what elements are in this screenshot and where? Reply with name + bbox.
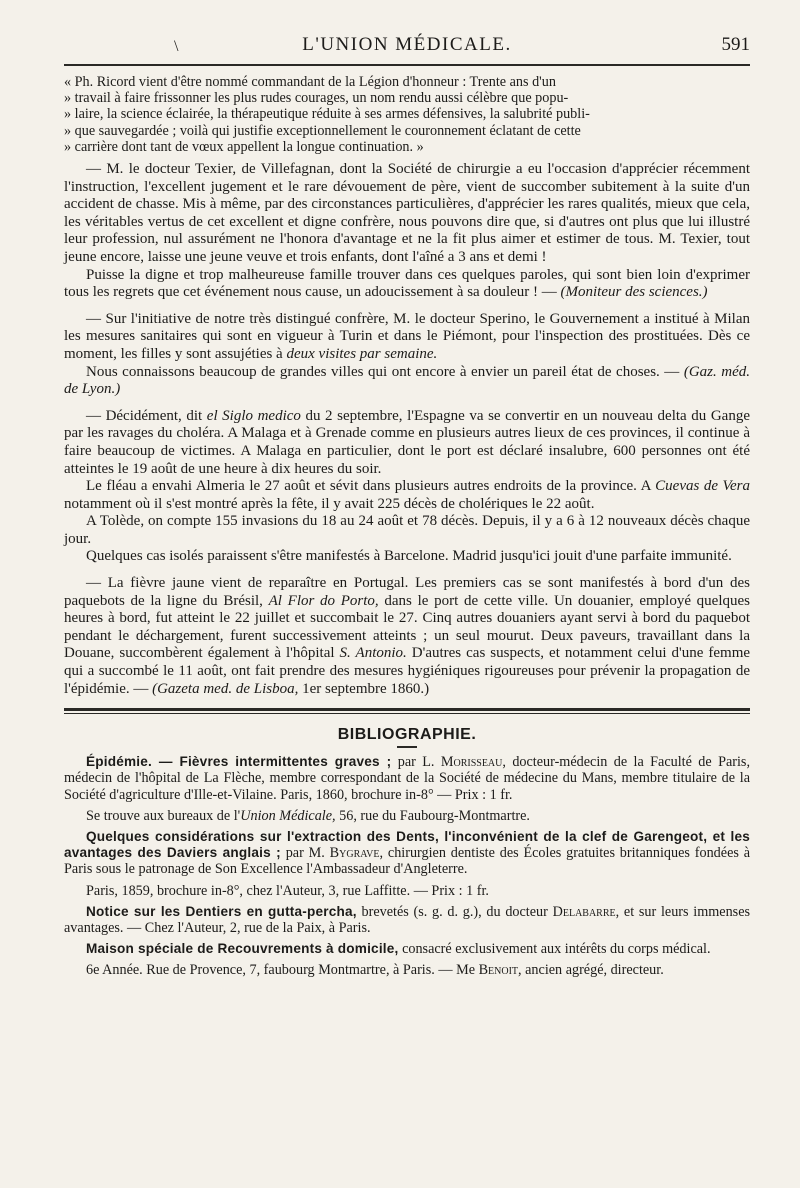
quote-line: « Ph. Ricord vient d'être nommé commandant de la Légion d'honneur : Trente ans d'un: [64, 74, 556, 90]
page-number: 591: [721, 34, 750, 55]
source-citation: (Gazeta med. de Lisboa,: [152, 680, 299, 697]
italic-run: el Siglo medico: [206, 407, 301, 424]
bibliography-entry-note: [64, 808, 750, 824]
bibliography-entry: [64, 829, 750, 878]
text-run: du 2 septembre, l'Espagne va se convertir en un nouveau delta du Gange par les ravages du choléra. A Malaga et à Grenade comme en plusieurs autres lieux de ces provinces, il continue à faire beaucoup de victimes. A Malaga en particulier, dont le port est déclaré insalubre, 600 personnes ont été atteintes le 19 août de une heure à dix heures du soir.: [64, 407, 750, 477]
italic-run: deux visites par semaine.: [286, 345, 438, 362]
author-name: Benoit,: [478, 962, 522, 979]
italic-run: Cuevas de Vera: [655, 478, 751, 495]
date-run: 1er septembre 1860.): [302, 680, 430, 697]
text-run: — Décidément, dit: [86, 407, 203, 424]
paragraph-cholera-almeria: [64, 478, 750, 513]
source-citation: (Gaz. méd. de Lyon.): [64, 363, 750, 398]
paragraph-yellow-fever: [64, 575, 750, 698]
paragraph-texier-obituary: — M. le docteur Texier, de Villefagnan, dont la Société de chirurgie a eu l'occasion d'apprécier récemment l'instruction, l'excellent jugement et le rare dévouement de père, vient de succomber subitement à la suite d'un accident de chasse. Mis à même, par des circonstances particulières, d'apprécier les rares qualités, mieux que cela, les véritables vertus de cet excellent et digne confrère, nous pouvons dire que, si d'autres ont plus que lui illustré leur profession, nul assurément ne l'honora d'avantage et ne la fit plus aimer et estimer de tous. M. Texier, tout jeune encore, laisse une jeune veuve et trois enfants, dont l'aîné a 3 ans et demi !: [64, 161, 750, 265]
author-name: Bygrave,: [329, 845, 384, 862]
bibliography-heading: BIBLIOGRAPHIE.: [337, 726, 477, 744]
paragraph-cholera-spain: [64, 408, 750, 478]
italic-run: Union Médicale,: [240, 807, 336, 824]
text-run: 56, rue du Faubourg-Montmartre.: [339, 807, 530, 824]
header-mark: \: [174, 38, 179, 55]
heading-dash: [397, 746, 417, 748]
italic-run: Al Flor do Porto,: [268, 592, 379, 609]
paragraph-cholera-barcelone: Quelques cas isolés paraissent s'être manifestés à Barcelone. Madrid jusqu'ici jouit d'une parfaite immunité.: [86, 548, 732, 565]
journal-title: L'UNION MÉDICALE.: [302, 34, 512, 55]
entry-title: Quelques considérations sur l'extraction des Dents, l'inconvénient de la clef de Garengeot, et les avantages des Daviers anglais ;: [64, 829, 750, 861]
article-body: [64, 74, 750, 698]
quote-line: » que sauvegardée ; voilà qui justifie exceptionnellement le couronnement éclatant de cette: [64, 122, 581, 139]
text-run: — Sur l'initiative de notre très distingué confrère, M. le docteur Sperino, le Gouvernement a institué à Milan les mesures sanitaires qui sont en vigueur à Turin et dans le Piémont, pour l'inspection des prostituées. Dès ce moment, les filles y sont assujéties à: [64, 310, 750, 362]
author-name: Delabarre,: [552, 903, 620, 920]
bibliography-list: [64, 754, 750, 978]
entry-title: Maison spéciale de Recouvrements à domicile,: [86, 941, 399, 957]
text-run: et sur leurs immenses avantages. — Chez l'Auteur, 2, rue de la Paix, à Paris.: [64, 903, 751, 937]
italic-run: S. Antonio.: [339, 645, 407, 662]
page-header: [64, 30, 750, 66]
text-run: consacré exclusivement aux intérêts du corps médical.: [402, 941, 711, 958]
paragraph-cholera-tolede: A Tolède, on compte 155 invasions du 18 au 24 août et 78 décès. Depuis, il y a 6 à 12 nouveaux décès chaque jour.: [64, 513, 750, 547]
entry-title: Épidémie. — Fièvres intermittentes graves ;: [86, 754, 392, 770]
section-divider: [64, 708, 750, 714]
quote-line: » carrière dont tant de vœux appellent la longue continuation. »: [64, 138, 424, 155]
text-run: Se trouve aux bureaux de l': [86, 807, 241, 824]
text-run: Puisse la digne et trop malheureuse famille trouver dans ces quelques paroles, qui sont bien loin d'exprimer tous les regrets que cet événement nous cause, un adoucissement à sa douleur ! —: [64, 266, 750, 301]
bibliography-entry: [64, 941, 750, 957]
quote-line: » travail à faire frissonner les plus rudes courages, un nom rendu aussi célèbre que popu-: [64, 90, 569, 107]
text-run: par M.: [285, 845, 325, 862]
quote-line: » laire, la science éclairée, la thérapeutique réduite à ses armes défensives, la salubrité publi-: [64, 106, 590, 123]
text-run: Nous connaissons beaucoup de grandes villes qui ont encore à envier un pareil état de choses. —: [86, 363, 680, 380]
author-name: Morisseau,: [440, 754, 506, 771]
text-run: chirurgien dentiste des Écoles gratuites britanniques fondées à Paris sous le patronage de Son Excellence l'Ambassadeur d'Angleterre.: [64, 845, 751, 878]
text-run: — La fièvre jaune vient de reparaître en Portugal. Les premiers cas se sont manifestés à bord d'un des paquebots de la ligne du Brésil,: [64, 575, 750, 609]
bibliography-entry-note: Paris, 1859, brochure in-8°, chez l'Auteur, 3, rue Laffitte. — Prix : 1 fr.: [86, 882, 489, 899]
text-run: dans le port de cette ville. Un douanier, employé quelques heures à bord, fut atteint le 22 juillet et succombait le 27. Cinq autres douaniers ayant servi à bord du paquebot pendant le déchargement, furent successivement atteints ; un seul mourut. Deux paveurs, travaillant dans la Douane, succombèrent également à l'hôpital: [64, 592, 751, 662]
bibliography-entry: [64, 754, 750, 803]
text-run: ancien agrégé, directeur.: [525, 962, 664, 979]
ricord-quote: [64, 74, 750, 155]
paragraph-sperino: [64, 311, 750, 364]
text-run: docteur-médecin de la Faculté de Paris, médecin de l'hôpital de La Flèche, membre correspondant de la Société de médecine du Mans, membre titulaire de la Société d'agriculture d'Ille-et-Vilaine. Paris, 1860, brochure in-8° — Prix : 1 fr.: [64, 754, 750, 803]
entry-title: Notice sur les Dentiers en gutta-percha,: [86, 903, 357, 919]
paragraph-sperino-note: [64, 364, 750, 399]
text-run: notamment où il s'est montré après la fête, il y avait 225 décès de cholériques le 22 août.: [64, 495, 595, 512]
text-run: Le fléau a envahi Almeria le 27 août et sévit dans plusieurs autres endroits de la province. A: [86, 478, 651, 495]
text-run: D'autres cas suspects, et notamment celui d'une femme qui a succombé le 11 août, ont fait prendre des mesures hygiéniques rigoureuses pour prévenir la propagation de l'épidémie. —: [64, 645, 751, 697]
bibliography-entry-note: [64, 962, 750, 978]
text-run: par L.: [397, 754, 435, 771]
source-citation: (Moniteur des sciences.): [560, 284, 708, 301]
text-run: 6e Année. Rue de Provence, 7, faubourg Montmartre, à Paris. — Me: [86, 962, 476, 979]
bibliography-entry: [64, 904, 750, 936]
text-run: brevetés (s. g. d. g.), du docteur: [361, 903, 548, 920]
paragraph-texier-family: [64, 267, 750, 302]
